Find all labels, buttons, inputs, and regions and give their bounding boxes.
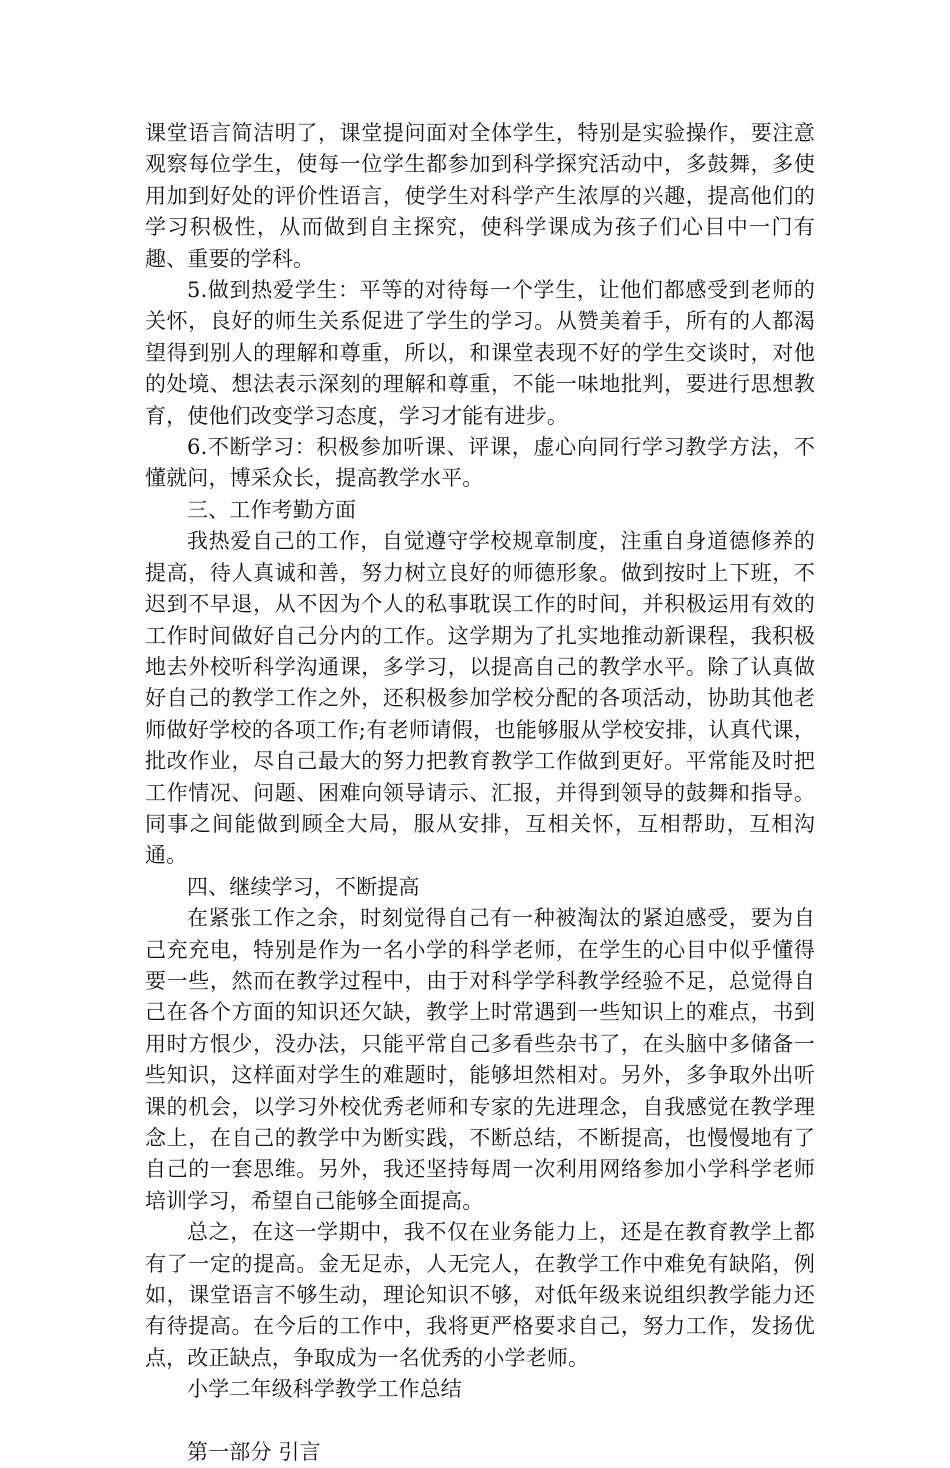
- section-heading-introduction: 第一部分 引言: [187, 1439, 321, 1464]
- paragraph-keep-learning: 6.不断学习：积极参加听课、评课，虚心向同行学习教学方法，不懂就问，博采众长，提高教学水平。: [145, 435, 815, 491]
- paragraph-love-students: 5.做到热爱学生：平等的对待每一个学生，让他们都感受到老师的关怀，良好的师生关系促进了学生的学习。从赞美着手，所有的人都渴望得到别人的理解和尊重，所以，和课堂表现不好的学生交谈时，对他的处境、想法表示深刻的理解和尊重，不能一味地批判，要进行思想教育，使他们改变学习态度，学习才能有进步。: [145, 278, 815, 428]
- document-title: 小学二年级科学教学工作总结: [187, 1377, 462, 1402]
- section-heading-attendance: 三、工作考勤方面: [187, 497, 357, 522]
- paragraph-classroom-language: 课堂语言简洁明了，课堂提问面对全体学生，特别是实验操作，要注意观察每位学生，使每一位学生都参加到科学探究活动中，多鼓舞，多使用加到好处的评价性语言，使学生对科学产生浓厚的兴趣，提高他们的学习积极性，从而做到自主探究，使科学课成为孩子们心目中一门有趣、重要的学科。: [145, 121, 815, 271]
- paragraph-conclusion: 总之，在这一学期中，我不仅在业务能力上，还是在教育教学上都有了一定的提高。金无足赤，人无完人，在教学工作中难免有缺陷，例如，课堂语言不够生动，理论知识不够，对低年级来说组织教学能力还有待提高。在今后的工作中，我将更严格要求自己，努力工作，发扬优点，改正缺点，争取成为一名优秀的小学老师。: [145, 1220, 815, 1370]
- section-heading-continue-learning: 四、继续学习，不断提高: [187, 874, 420, 899]
- paragraph-continue-learning: 在紧张工作之余，时刻觉得自己有一种被淘汰的紧迫感受，要为自己充充电，特别是作为一名小学的科学老师，在学生的心目中似乎懂得要一些，然而在教学过程中，由于对科学学科教学经验不足，总觉得自己在各个方面的知识还欠缺，教学上时常遇到一些知识上的难点，书到用时方恨少，没办法，只能平常自己多看些杂书了，在头脑中多储备一些知识，这样面对学生的难题时，能够坦然相对。另外，多争取外出听课的机会，以学习外校优秀老师和专家的先进理念，自我感觉在教学理念上，在自己的教学中为断实践，不断总结，不断提高，也慢慢地有了自己的一套思维。另外，我还坚持每周一次利用网络参加小学科学老师培训学习，希望自己能够全面提高。: [145, 906, 815, 1213]
- paragraph-attendance: 我热爱自己的工作，自觉遵守学校规章制度，注重自身道德修养的提高，待人真诚和善，努力树立良好的师德形象。做到按时上下班，不迟到不早退，从不因为个人的私事耽误工作的时间，并积极运用有效的工作时间做好自己分内的工作。这学期为了扎实地推动新课程，我积极地去外校听科学沟通课，多学习，以提高自己的教学水平。除了认真做好自己的教学工作之外，还积极参加学校分配的各项活动，协助其他老师做好学校的各项工作;有老师请假，也能够服从学校安排，认真代课，批改作业，尽自己最大的努力把教育教学工作做到更好。平常能及时把工作情况、问题、困难向领导请示、汇报，并得到领导的鼓舞和指导。同事之间能做到顾全大局，服从安排，互相关怀，互相帮助，互相沟通。: [145, 529, 815, 868]
- document-body: [145, 118, 815, 1468]
- blank-line: [145, 1406, 815, 1437]
